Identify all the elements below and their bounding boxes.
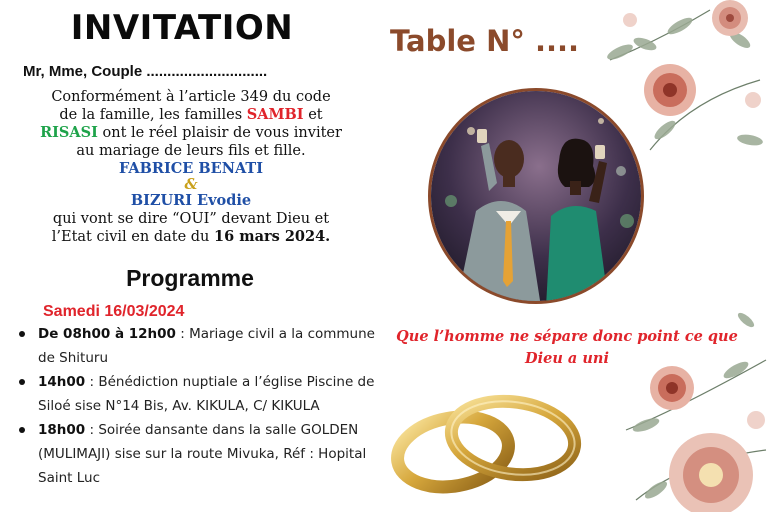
couple-photo-illustration xyxy=(431,91,644,304)
groom-name: FABRICE BENATI xyxy=(118,160,264,177)
couple-photo xyxy=(428,88,644,304)
wedding-rings-icon xyxy=(388,390,588,500)
body-line-6-text: l’Etat civil en date du xyxy=(51,229,215,245)
invitation-title: INVITATION xyxy=(70,8,294,48)
body-line-3-text: ont le réel plaisir de vous inviter xyxy=(97,125,342,141)
programme-time: 14h00 xyxy=(38,374,86,390)
programme-text: : Soirée dansante dans la salle GOLDEN (MULIMAJI) sise sur la route Mivuka, Réf : Hopital Saint Luc xyxy=(38,422,367,486)
programme-item xyxy=(18,322,380,370)
body-line-5: qui vont se dire “OUI” devant Dieu et xyxy=(52,211,330,227)
programme-time: De 08h00 à 12h00 xyxy=(38,326,176,342)
body-line-1: Conformément à l’article 349 du code xyxy=(51,89,331,105)
wedding-date: 16 mars 2024. xyxy=(214,228,331,245)
body-line-4: au mariage de leurs fils et fille. xyxy=(76,143,306,159)
programme-item xyxy=(18,418,380,490)
bible-quote: Que l’homme ne sépare donc point ce que Dieu a uni xyxy=(396,328,738,367)
programme-list xyxy=(18,322,380,490)
body-line-6 xyxy=(8,228,374,246)
invitation-panel xyxy=(0,0,380,512)
programme-day: Samedi 16/03/2024 xyxy=(43,303,185,320)
body-line-3 xyxy=(8,124,374,142)
programme-text: : Mariage civil a la commune de Shituru xyxy=(38,326,375,366)
programme-text: : Bénédiction nuptiale a l’église Piscine de Siloé sise N°14 Bis, Av. KIKULA, C/ KIKULA xyxy=(38,374,375,414)
body-line-2-end: et xyxy=(303,107,323,123)
ampersand: & xyxy=(184,176,198,193)
bride-name: BIZURI Evodie xyxy=(130,192,252,209)
programme-title: Programme xyxy=(126,265,254,291)
invitation-body xyxy=(8,88,374,246)
programme-time: 18h00 xyxy=(38,422,86,438)
body-line-2-text: de la famille, les familles xyxy=(59,107,247,123)
addressee-line: Mr, Mme, Couple ............................. xyxy=(23,63,268,80)
family-name-1: SAMBI xyxy=(246,106,304,123)
family-name-2: RISASI xyxy=(40,124,98,141)
body-line-2 xyxy=(8,106,374,124)
table-number-label: Table N° .... xyxy=(390,24,580,58)
programme-item xyxy=(18,370,380,418)
